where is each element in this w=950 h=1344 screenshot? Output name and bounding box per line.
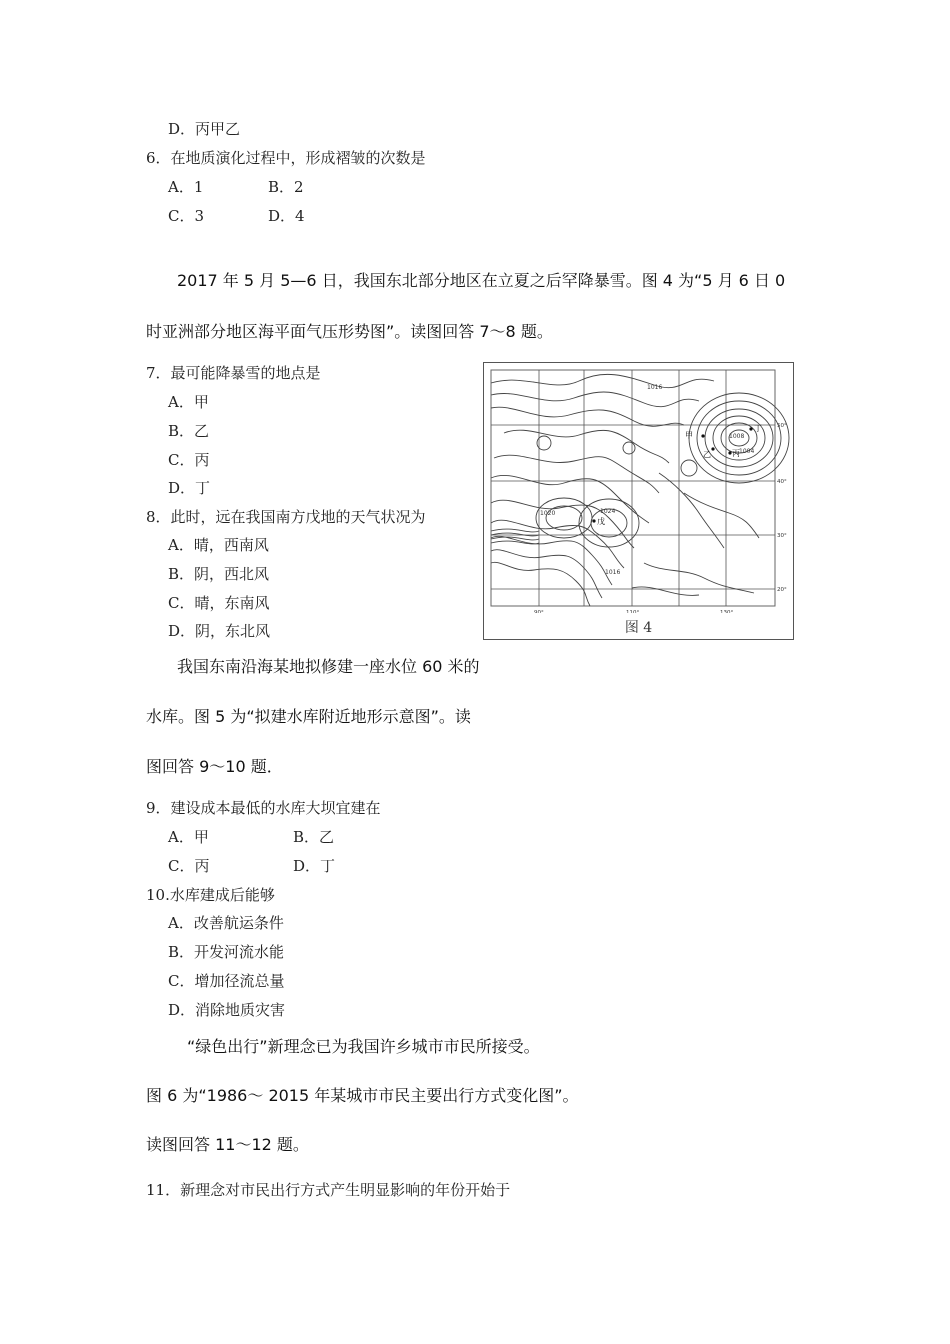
- q11-stem: 11．新理念对市民出行方式产生明显影响的年份开始于: [146, 1181, 511, 1199]
- q9-option-d: D．丁: [293, 857, 336, 875]
- isobar-label-1008: 1008: [729, 433, 745, 440]
- intro-11-12-line3: 读图回答 11～12 题。: [146, 1135, 309, 1154]
- lat-50: 50°: [777, 423, 787, 429]
- q7-option-a: A．甲: [168, 393, 209, 411]
- q10-option-a: A．改善航运条件: [168, 914, 284, 932]
- marker-yi: [711, 447, 714, 450]
- intro-9-10-line2: 水库。图 5 为“拟建水库附近地形示意图”。读: [146, 707, 471, 726]
- lat-30: 30°: [777, 533, 787, 539]
- q5-option-d: D．丙甲乙: [168, 120, 241, 138]
- intro-7-8-line1: 2017 年 5 月 5—6 日，我国东北部分地区在立夏之后罕降暴雪。图 4 为“5 月 6 日 0: [177, 271, 786, 290]
- figure-4-caption: 图 4: [624, 620, 653, 636]
- place-bing: 丙: [732, 449, 740, 458]
- q10-option-c: C．增加径流总量: [168, 972, 285, 990]
- q9-option-c: C．丙: [168, 857, 210, 875]
- q6-option-d: D．4: [268, 207, 305, 225]
- place-jia: 甲: [685, 431, 693, 440]
- intro-11-12-line1: “绿色出行”新理念已为我国许乡城市市民所接受。: [187, 1037, 540, 1056]
- lon-130: 130°: [720, 610, 734, 613]
- graticule: [491, 370, 775, 606]
- isobar-label-1024: 1024: [600, 508, 616, 515]
- longitude-labels: [534, 610, 733, 613]
- place-yi: 乙: [703, 450, 711, 459]
- q8-option-d: D．阴，东北风: [168, 622, 271, 640]
- q9-option-a: A．甲: [168, 828, 209, 846]
- isobars: [491, 374, 789, 606]
- q8-stem: 8．此时，远在我国南方戊地的天气状况为: [146, 508, 426, 526]
- q10-option-d: D．消除地质灾害: [168, 1001, 286, 1019]
- lon-110: 110°: [626, 610, 640, 613]
- q7-option-b: B．乙: [168, 422, 210, 440]
- lat-40: 40°: [777, 479, 787, 485]
- isobar-label-1020: 1020: [540, 510, 556, 517]
- q10-stem: 10.水库建成后能够: [146, 886, 275, 904]
- isobar-label-1004: 1004: [739, 448, 755, 455]
- q6-option-c: C．3: [168, 207, 205, 225]
- q9-stem: 9．建设成本最低的水库大坝宜建在: [146, 799, 381, 817]
- q7-option-d: D．丁: [168, 479, 211, 497]
- lon-90: 90°: [534, 610, 544, 613]
- isobar-label-1016-north: 1016: [647, 384, 663, 391]
- isobar-label-1016-south: 1016: [605, 569, 621, 576]
- lat-20: 20°: [777, 587, 787, 593]
- intro-9-10-line1: 我国东南沿海某地拟修建一座水位 60 米的: [177, 657, 480, 676]
- marker-ding: [749, 427, 752, 430]
- q9-option-b: B．乙: [293, 828, 335, 846]
- q6-option-a: A．1: [168, 178, 204, 196]
- q8-option-b: B．阴，西北风: [168, 565, 270, 583]
- pressure-map-svg: [484, 363, 793, 613]
- marker-jia: [701, 434, 704, 437]
- q7-stem: 7．最可能降暴雪的地点是: [146, 364, 321, 382]
- marker-wu: [592, 519, 595, 522]
- place-wu: 戊: [597, 517, 605, 526]
- latitude-labels: [777, 423, 787, 593]
- q7-option-c: C．丙: [168, 451, 210, 469]
- q8-option-c: C．晴，东南风: [168, 594, 270, 612]
- map-frame: [491, 370, 775, 606]
- intro-7-8-line2: 时亚洲部分地区海平面气压形势图”。读图回答 7～8 题。: [146, 322, 553, 341]
- q10-option-b: B．开发河流水能: [168, 943, 285, 961]
- place-ding: 丁: [754, 424, 762, 433]
- q6-option-b: B．2: [268, 178, 304, 196]
- q6-stem: 6．在地质演化过程中，形成褶皱的次数是: [146, 149, 426, 167]
- q8-option-a: A．晴，西南风: [168, 536, 269, 554]
- figure-4-pressure-map: [483, 362, 794, 640]
- intro-9-10-line3: 图回答 9～10 题．: [146, 757, 283, 776]
- intro-11-12-line2: 图 6 为“1986～ 2015 年某城市市民主要出行方式变化图”。: [146, 1086, 579, 1105]
